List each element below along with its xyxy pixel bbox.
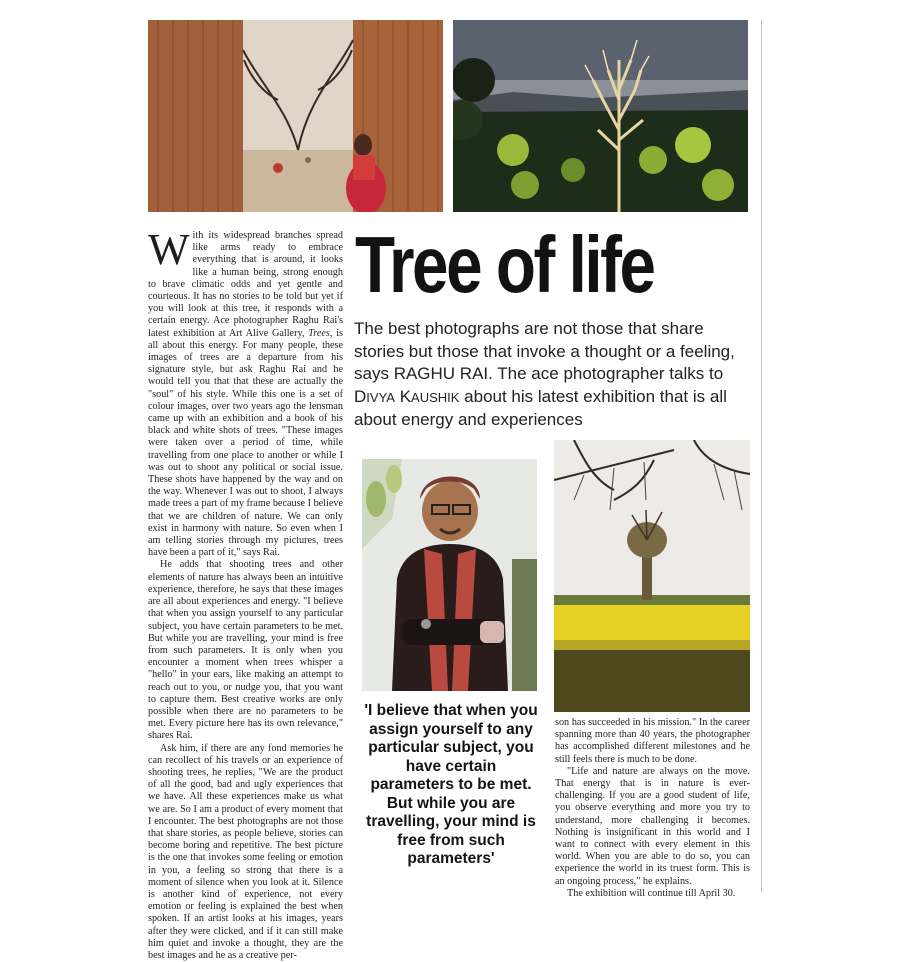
body-paragraph-6: The exhibition will continue till April 30. — [567, 887, 736, 899]
pull-quote: 'I believe that when you assign yourself to any particular subject, you have certain parameters to be met. But while you are travelling, your mind is free from such parameters' — [364, 702, 538, 867]
body-paragraph-4: son has succeeded in his mission." In the career spanning more than 40 years, the photographer has accomplished different milestones and he still feels there is much to be done. — [555, 717, 750, 765]
photo-mustard-field-tree — [554, 440, 750, 712]
body-column-left — [148, 225, 344, 962]
standfirst-lead: The best photographs are not those that share stories but those that invoke a thought or a feeling, says — [354, 319, 735, 383]
body-paragraph-1: With its widespread branches spread like arms ready to embrace everything that is around, it looks like a human being, strong enough to brave climatic odds and yet gentle and courteous. It has no stories to be told but yet if you will look at this tree, it responds with a certain energy. Ace photographer Raghu Rai's latest exhibition at Art Alive Gallery, Trees, is all about this energy. For many people, these images of trees are a departure from his signature style, but ask Raghu Rai and he would tell you that that these are actually the "soul" of his style. While this one is a set of colour images, over two years ago the lensman came up with an exhibition and a book of his black and white shots of trees. "These images were taken over a period of time, while travelling from one place to another or while I was out to shoot any political or social issue. These shots have happened by the way and on the way. Whenever I was out to shoot, I always made trees a part of my frame because I believe that we are children of nature. We can only exist in harmony with nature. So even when I am telling stories through my pictures, trees have been a part of it," says Rai. — [148, 225, 344, 559]
body-paragraph-5: "Life and nature are always on the move. That energy that is in nature is ever-challenging. If you are a good student of life, you observe everything and more you try to understand, more challenging it becomes. Nothing is insignificant in this world and I want to connect with every element in this world. When you are able to do so, you can experience the world in its truest form. This is an ongoing process," he explains. — [555, 765, 750, 887]
photo-glowing-tree-landscape — [453, 20, 748, 212]
standfirst-tail: about his latest exhibition that is all about energy and experiences — [354, 386, 727, 429]
body-paragraph-3: Ask him, if there are any fond memories he can recollect of his travels or an experience of shooting trees, he replies, "We are the product of all the good, bad and ugly experiences that we have. All these experiences make us what we are. So I am a product of every moment that I encounter. The best photographs are not those that share stories, as people believe, stories can become boring and repetitive. The best picture is the one that invokes some feeling or emotion in you, a feeling so strong that there is a moment of silence when you look at it. Silence is another kind of experience, not every emotion or feeling is explained the best when spoken. If an artist looks at his images, years after they were clicked, and if it can still make him quiet and invoke a thought, they are the best images and he as a creative per- — [148, 742, 343, 961]
body-column-right — [555, 717, 750, 900]
drop-cap: W — [148, 225, 190, 274]
headline: Tree of life — [355, 220, 654, 309]
author-name: DIVYA KAUSHIK — [354, 386, 460, 406]
standfirst — [354, 318, 752, 432]
standfirst-mid: . The ace photographer talks to — [488, 364, 724, 383]
body-paragraph-2: He adds that shooting trees and other elements of nature has always been an intuitive experience, therefore, he says that these images are all about experiences and energy. "I believe that when you assign yourself to any particular subject, you have certain parameters to be met. But while you are travelling, your mind is free from such parameters. It is only when you encounter a moment when trees whisper a "hello" in your ears, like making an attempt to reach out to you, or nudge you, that you want to capture them. Best creative works are only possible when there are no parameters to be met. Every picture here has its own relevance," shares Rai. — [148, 559, 343, 742]
column-rule — [761, 20, 762, 892]
photo-raghu-rai-portrait — [362, 459, 537, 691]
photo-wooden-screens-woman — [148, 20, 443, 212]
photographer-name: RAGHU RAI — [393, 364, 489, 383]
